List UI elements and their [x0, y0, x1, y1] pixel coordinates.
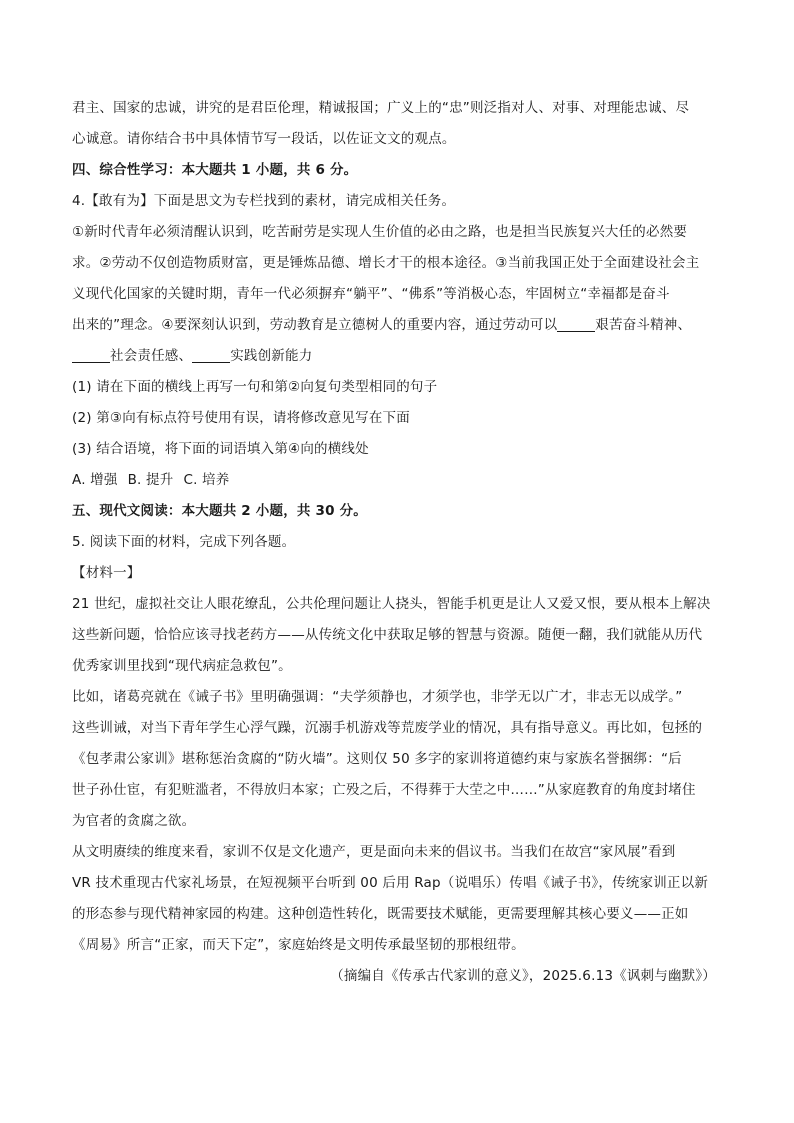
question-4-intro: 4.【敢有为】下面是思文为专栏找到的素材，请完成相关任务。	[72, 193, 456, 209]
answer-blank-1[interactable]	[557, 317, 595, 332]
material-line: 这些训诫，对当下青年学生心浮气躁，沉溺手机游戏等荒废学业的情况，具有指导意义。再比如，包拯的	[72, 720, 703, 736]
material-line: 优秀家训里找到“现代病症急救包”。	[72, 658, 292, 674]
passage-line: 求。②劳动不仅创造物质财富，更是锤炼品德、增长才干的根本途径。③当前我国正处于全面建设社会主	[72, 255, 700, 271]
material-1-label: 【材料一】	[72, 565, 141, 581]
material-line: 21 世纪，虚拟社交让人眼花缭乱，公共伦理问题让人挠头，智能手机更是让人又爱又恨，要从根本上解决	[72, 596, 711, 612]
material-line: 《周易》所言“正家，而天下定”，家庭始终是文明传承最坚韧的那根纽带。	[72, 937, 525, 953]
task-1: (1) 请在下面的横线上再写一句和第②向复句类型相同的句子	[72, 379, 438, 395]
material-line: 的形态参与现代精神家园的构建。这种创造性转化，既需要技术赋能，更需要理解其核心要义——正如	[72, 906, 689, 922]
passage-text: 出来的”理念。④要深刻认识到，劳动教育是立德树人的重要内容，通过劳动可以	[72, 317, 558, 333]
options-row	[72, 468, 722, 492]
source-citation: （摘编自《传承古代家训的意义》，2025.6.13《讽刺与幽默》）	[330, 968, 716, 984]
text-line: 君主、国家的忠诚，讲究的是君臣伦理，精诚报国；广义上的“忠”则泛指对人、对事、对理能忠诚、尽	[72, 100, 690, 116]
material-line: 从文明赓续的维度来看，家训不仅是文化遗产，更是面向未来的倡议书。当我们在故宫“家风展”看到	[72, 844, 676, 860]
material-line: 这些新问题，恰恰应该寻找老药方——从传统文化中获取足够的智慧与资源。随便一翻，我们就能从历代	[72, 627, 703, 643]
answer-blank-2[interactable]	[72, 348, 110, 363]
answer-blank-3[interactable]	[192, 348, 230, 363]
option-b: B. 提升	[127, 472, 174, 488]
passage-text: 艰苦奋斗精神、	[595, 317, 692, 333]
question-5-intro: 5. 阅读下面的材料，完成下列各题。	[72, 534, 296, 550]
passage-line-with-blank	[72, 313, 722, 337]
passage-line-with-blanks	[72, 344, 722, 368]
option-a: A. 增强	[72, 472, 118, 488]
task-2: (2) 第③向有标点符号使用有误，请将修改意见写在下面	[72, 410, 410, 426]
material-line: 比如，诸葛亮就在《诫子书》里明确强调：“夫学须静也，才须学也，非学无以广才，非志无以成学。”	[72, 689, 683, 705]
task-3: (3) 结合语境，将下面的词语填入第④向的横线处	[72, 441, 369, 457]
passage-text: 实践创新能力	[230, 348, 313, 364]
document-content	[72, 96, 722, 988]
passage-line: ①新时代青年必须清醒认识到，吃苦耐劳是实现人生价值的必由之路，也是担当民族复兴大任的必然要	[72, 224, 688, 240]
passage-text: 社会责任感、	[110, 348, 193, 364]
material-line: 世子孙仕宦，有犯赃滥者，不得放归本家；亡殁之后，不得葬于大茔之中……”从家庭教育的角度封堵住	[72, 782, 696, 798]
section-heading-4: 四、综合性学习：本大题共 1 小题，共 6 分。	[72, 162, 358, 178]
section-heading-5: 五、现代文阅读：本大题共 2 小题，共 30 分。	[72, 503, 367, 519]
option-c: C. 培养	[183, 472, 230, 488]
material-line: 为官者的贪腐之欲。	[72, 813, 196, 829]
passage-line: 义现代化国家的关键时期，青年一代必须摒弃“躺平”、“佛系”等消极心态，牢固树立“幸福都是奋斗	[72, 286, 670, 302]
material-line: 《包孝肃公家训》堪称惩治贪腐的“防火墙”。这则仅 50 多字的家训将道德约束与家族名誉捆绑：“后	[72, 751, 682, 767]
text-line: 心诚意。请你结合书中具体情节写一段话，以佐证文文的观点。	[72, 131, 456, 147]
material-line: VR 技术重现古代家礼场景，在短视频平台听到 00 后用 Rap（说唱乐）传唱《诫子书》，传统家训正以新	[72, 875, 709, 891]
